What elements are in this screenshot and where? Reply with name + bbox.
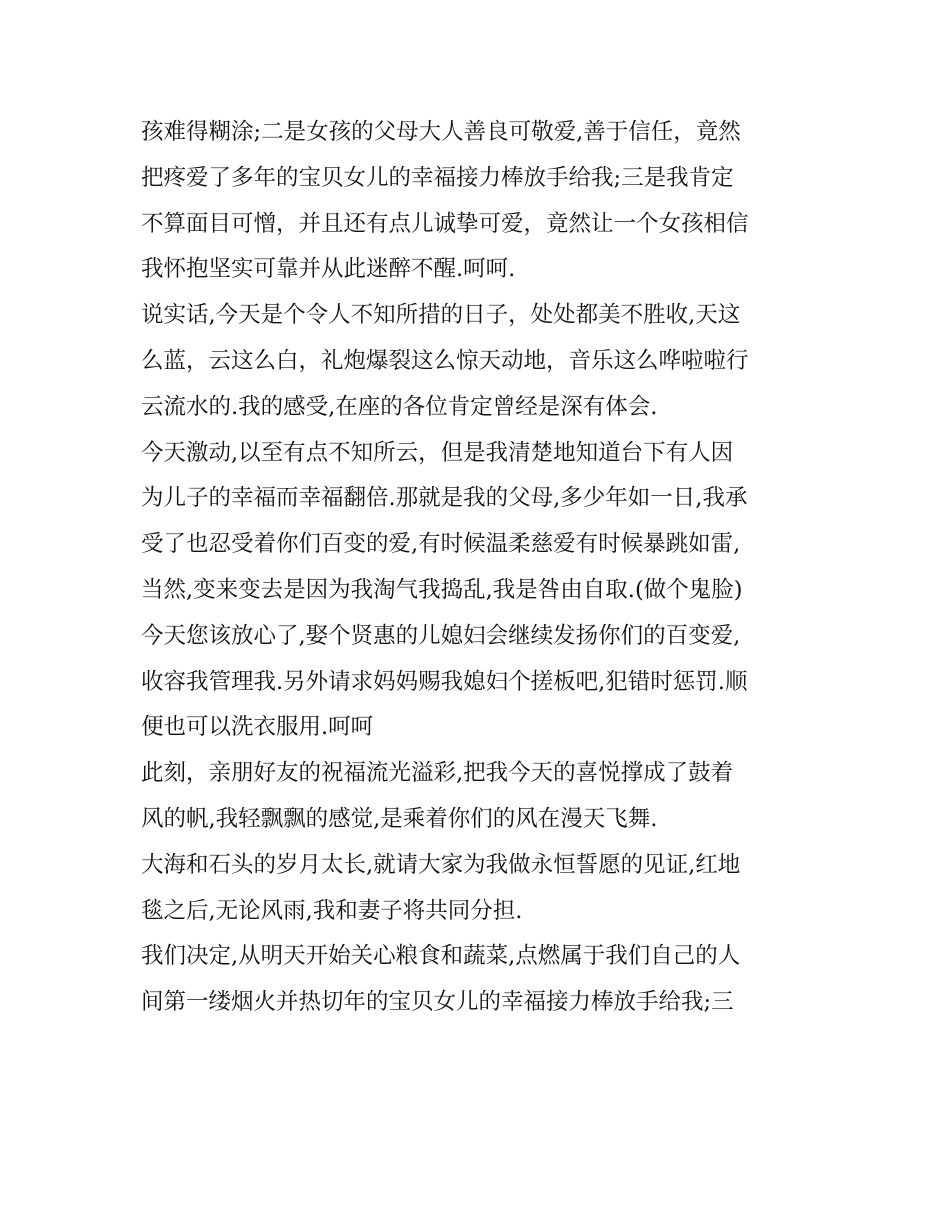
text-line: 收容我管理我.另外请求妈妈赐我媳妇个搓板吧,犯错时惩罚.顺	[141, 668, 748, 695]
text-line: 我们决定,从明天开始关心粮食和蔬菜,点燃属于我们自己的人	[141, 943, 741, 970]
text-line: 风的帆,我轻飘飘的感觉,是乘着你们的风在漫天飞舞.	[141, 805, 658, 832]
text-line: 不算面目可憎，并且还有点儿诚挚可爱，竟然让一个女孩相信	[141, 210, 749, 237]
text-line: 此刻，亲朋好友的祝福流光溢彩,把我今天的喜悦撑成了鼓着	[141, 760, 734, 787]
text-line: 受了也忍受着你们百变的爱,有时候温柔慈爱有时候暴跳如雷,	[141, 531, 741, 558]
text-line: 我怀抱坚实可靠并从此迷醉不醒.呵呵.	[141, 256, 516, 283]
text-line: 间第一缕烟火并热切年的宝贝女儿的幸福接力棒放手给我;三	[141, 989, 734, 1016]
text-line: 说实话,今天是个令人不知所措的日子，处处都美不胜收,天这	[141, 302, 741, 329]
text-line: 今天您该放心了,娶个贤惠的儿媳妇会继续发扬你们的百变爱,	[141, 622, 741, 649]
text-line: 云流水的.我的感受,在座的各位肯定曾经是深有体会.	[141, 393, 658, 420]
text-line: 大海和石头的岁月太长,就请大家为我做永恒誓愿的见证,红地	[141, 851, 741, 878]
text-line: 毯之后,无论风雨,我和妻子将共同分担.	[141, 897, 523, 924]
text-line: 为儿子的幸福而幸福翻倍.那就是我的父母,多少年如一日,我承	[141, 485, 748, 512]
text-line: 今天激动,以至有点不知所云，但是我清楚地知道台下有人因	[141, 439, 734, 466]
document-body	[141, 110, 821, 1026]
text-line: 孩难得糊涂;二是女孩的父母大人善良可敬爱,善于信任，竟然	[141, 119, 741, 145]
text-line: 把疼爱了多年的宝贝女儿的幸福接力棒放手给我;三是我肯定	[141, 164, 734, 191]
text-line: 便也可以洗衣服用.呵呵	[141, 714, 374, 741]
text-line: 么蓝，云这么白，礼炮爆裂这么惊天动地，音乐这么哗啦啦行	[141, 347, 749, 374]
text-line: 当然,变来变去是因为我淘气我捣乱,我是咎由自取.(做个鬼脸)	[141, 576, 743, 603]
